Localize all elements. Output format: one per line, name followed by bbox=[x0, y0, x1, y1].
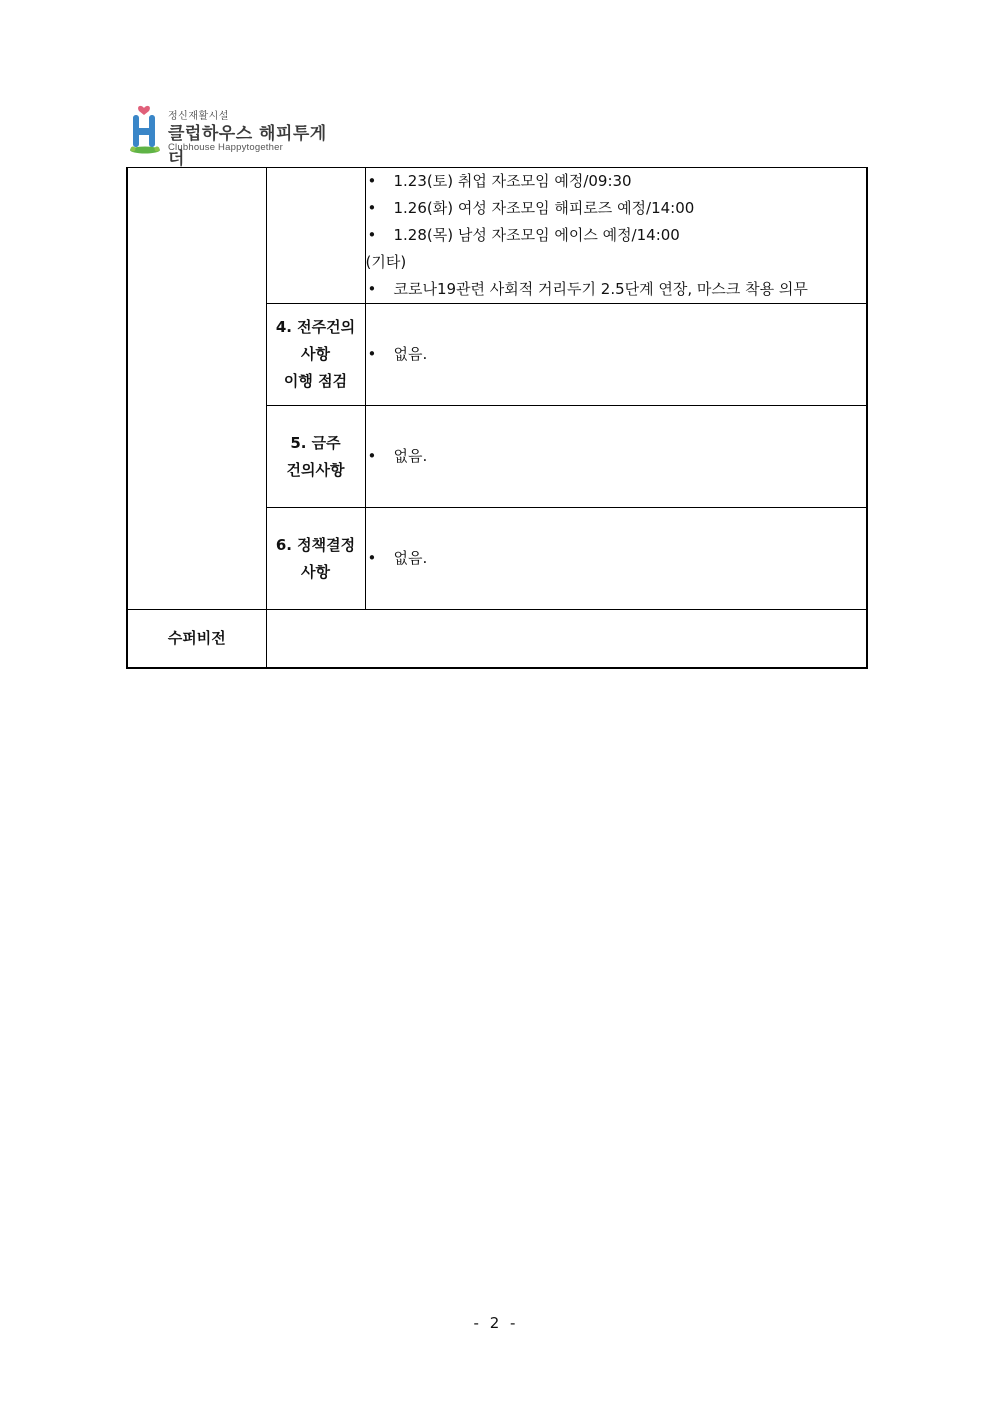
list-item: • 코로나19관련 사회적 거리두기 2.5단계 연장, 마스크 착용 의무 bbox=[366, 276, 867, 303]
bullet-icon: • bbox=[367, 549, 377, 567]
bullet-icon: • bbox=[367, 345, 377, 363]
logo-subtitle: 정신재활시설 bbox=[168, 111, 229, 122]
list-item: • 1.26(화) 여성 자조모임 해피로즈 예정/14:00 bbox=[366, 195, 867, 222]
subsection-label-cell-empty bbox=[266, 168, 365, 304]
supervision-content bbox=[266, 610, 867, 668]
section-subheading: (기타) bbox=[365, 253, 407, 271]
list-item: • 1.28(목) 남성 자조모임 에이스 예정/14:00 bbox=[366, 222, 867, 249]
bullet-icon: • bbox=[367, 199, 377, 217]
list-item: • 1.23(토) 취업 자조모임 예정/09:30 bbox=[366, 168, 867, 195]
page-number: - 2 - bbox=[473, 1314, 519, 1332]
header-logo bbox=[128, 104, 328, 169]
row-label: 6. 정책결정 사항 bbox=[266, 508, 365, 610]
supervision-label: 수퍼비전 bbox=[127, 610, 266, 668]
bullet-icon: • bbox=[367, 172, 377, 190]
bullet-icon: • bbox=[367, 447, 377, 465]
row-content bbox=[365, 406, 867, 508]
logo-name: 클럽하우스 해피투게더 bbox=[168, 124, 327, 169]
continued-content-cell bbox=[365, 168, 867, 304]
row-content bbox=[365, 304, 867, 406]
row-label: 5. 금주 건의사항 bbox=[266, 406, 365, 508]
list-item: • 없음. bbox=[366, 443, 867, 470]
bullet-icon: • bbox=[367, 226, 377, 244]
table-row-continued bbox=[127, 168, 867, 304]
bullet-icon: • bbox=[367, 280, 377, 298]
row-label: 4. 전주건의 사항 이행 점검 bbox=[266, 304, 365, 406]
report-table bbox=[126, 167, 868, 669]
list-item: • 없음. bbox=[366, 545, 867, 572]
table-row-supervision bbox=[127, 610, 867, 668]
clubhouse-logo-icon bbox=[128, 104, 162, 154]
list-item: • 없음. bbox=[366, 341, 867, 368]
logo-english-name: Clubhouse Happytogether bbox=[168, 142, 283, 153]
section-label-cell-empty bbox=[127, 168, 266, 610]
row-content bbox=[365, 508, 867, 610]
